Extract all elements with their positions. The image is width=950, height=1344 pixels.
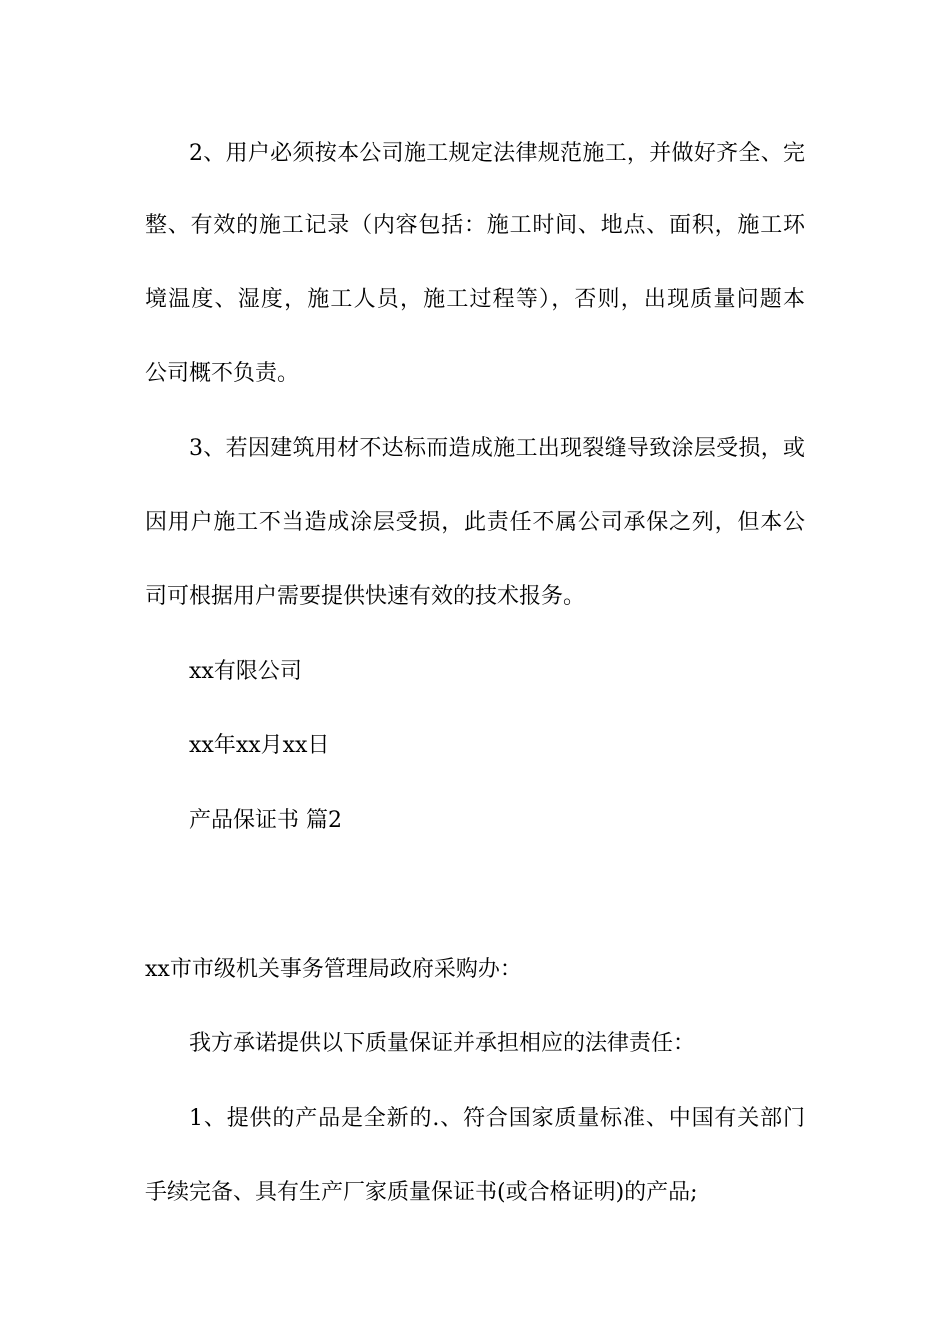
section-heading: 产品保证书 篇2 — [189, 808, 342, 833]
date-line: xx年xx月xx日 — [189, 733, 330, 758]
addressee-line: xx市市级机关事务管理局政府采购办： — [145, 957, 522, 982]
item-1-line-1: 1、提供的产品是全新的.、符合国家质量标准、中国有关部门 — [189, 1106, 805, 1131]
paragraph-3-line-2: 因用户施工不当造成涂层受损，此责任不属公司承保之列，但本公 — [145, 510, 805, 535]
paragraph-2-line-4: 公司概不负责。 — [145, 361, 300, 386]
item-1-line-2: 手续完备、具有生产厂家质量保证书(或合格证明)的产品; — [145, 1180, 698, 1205]
paragraph-2-line-1: 2、用户必须按本公司施工规定法律规范施工，并做好齐全、完 — [189, 141, 805, 166]
paragraph-2-line-2: 整、有效的施工记录（内容包括：施工时间、地点、面积，施工环 — [145, 213, 805, 238]
paragraph-2-line-3: 境温度、湿度，施工人员，施工过程等），否则，出现质量问题本 — [145, 287, 805, 312]
company-name: xx有限公司 — [189, 659, 302, 684]
commitment-intro: 我方承诺提供以下质量保证并承担相应的法律责任： — [189, 1031, 696, 1056]
paragraph-3-line-1: 3、若因建筑用材不达标而造成施工出现裂缝导致涂层受损，或 — [189, 436, 805, 461]
paragraph-3-line-3: 司可根据用户需要提供快速有效的技术报务。 — [145, 584, 586, 609]
